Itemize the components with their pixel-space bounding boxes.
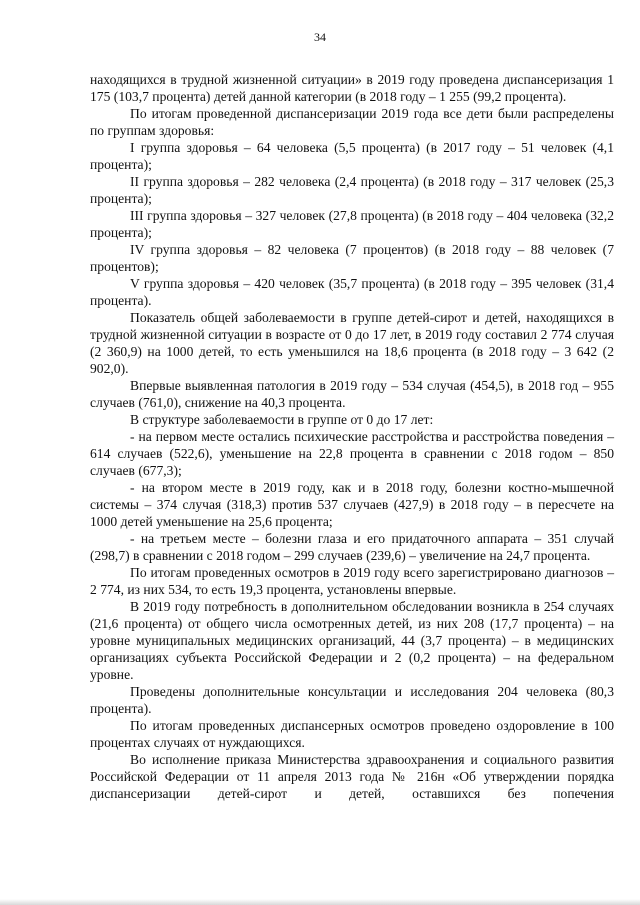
paragraph: - на третьем месте – болезни глаза и его придаточного аппарата – 351 случай (298,7) в сравнении с 2018 годом – 299 случаев (239,6) – увеличение на 24,7 процента. <box>90 531 614 563</box>
paragraph: III группа здоровья – 327 человек (27,8 процента) (в 2018 году – 404 человека (32,2 процента); <box>90 208 614 240</box>
paragraph: IV группа здоровья – 82 человека (7 процентов) (в 2018 году – 88 человек (7 процентов); <box>90 242 614 274</box>
paragraph: I группа здоровья – 64 человека (5,5 процента) (в 2017 году – 51 человек (4,1 процента); <box>90 140 614 172</box>
paragraph: По итогам проведенных осмотров в 2019 году всего зарегистрировано диагнозов – 2 774, из них 534, то есть 19,3 процента, установлены впервые. <box>90 565 614 597</box>
paragraph: находящихся в трудной жизненной ситуации» в 2019 году проведена диспансеризация 1 175 (103,7 процента) детей данной категории (в 2018 году – 1 255 (99,2 процента). <box>90 72 614 104</box>
page-number: 34 <box>314 30 326 44</box>
paragraph: Показатель общей заболеваемости в группе детей-сирот и детей, находящихся в трудной жизненной ситуации в возрасте от 0 до 17 лет, в 2019 году составил 2 774 случая (2 360,9) на 1000 детей, то есть уменьшился на 18,6 процента (в 2018 году – 3 642 (2 902,0). <box>90 310 614 376</box>
paragraph: - на первом месте остались психические расстройства и расстройства поведения – 614 случаев (522,6), уменьшение на 22,8 процента в сравнении с 2018 годом – 850 случаев (677,3); <box>90 429 614 478</box>
paragraph: По итогам проведенных диспансерных осмотров проведено оздоровление в 100 процентах случаях от нуждающихся. <box>90 718 614 750</box>
paragraph: Во исполнение приказа Министерства здравоохранения и социального развития Российской Федерации от 11 апреля 2013 года № 216н «Об утверждении порядка диспансеризации детей-сирот и детей, оставшихся без попечения <box>90 752 614 801</box>
paragraph: В 2019 году потребность в дополнительном обследовании возникла в 254 случаях (21,6 процента) от общего числа осмотренных детей, из них 208 (17,7 процента) – на уровне муниципальных медицинских организаций, 44 (3,7 процента) – в медицинских организациях субъекта Российской Федерации и 2 (0,2 процента) – на федеральном уровне. <box>90 599 614 682</box>
paragraph: Впервые выявленная патология в 2019 году – 534 случая (454,5), в 2018 год – 955 случаев (761,0), снижение на 40,3 процента. <box>90 378 614 410</box>
scan-bottom-edge <box>0 899 640 905</box>
paragraph: По итогам проведенной диспансеризации 2019 года все дети были распределены по группам здоровья: <box>90 106 614 138</box>
document-body <box>90 71 614 802</box>
paragraph: - на втором месте в 2019 году, как и в 2018 году, болезни костно-мышечной системы – 374 случая (318,3) против 537 случаев (427,9) в 2018 году – в пересчете на 1000 детей уменьшение на 25,6 процента; <box>90 480 614 529</box>
paragraph: Проведены дополнительные консультации и исследования 204 человека (80,3 процента). <box>90 684 614 716</box>
paragraph: В структуре заболеваемости в группе от 0 до 17 лет: <box>130 412 434 427</box>
paragraph: V группа здоровья – 420 человек (35,7 процента) (в 2018 году – 395 человек (31,4 процента). <box>90 276 614 308</box>
paragraph: II группа здоровья – 282 человека (2,4 процента) (в 2018 году – 317 человек (25,3 процента); <box>90 174 614 206</box>
